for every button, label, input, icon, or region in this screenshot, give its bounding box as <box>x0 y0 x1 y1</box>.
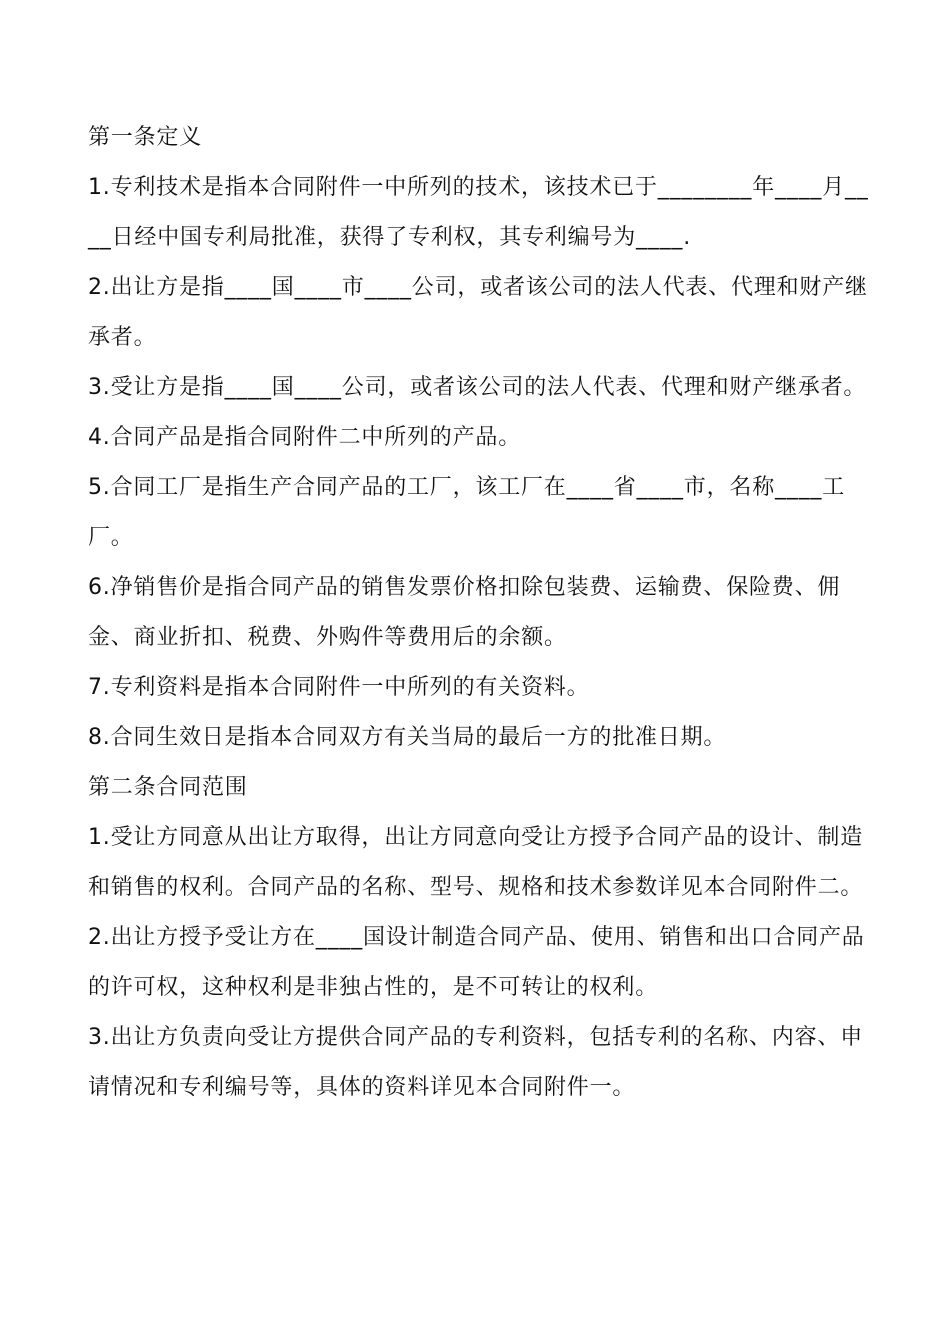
definition-item-3: 3.受让方是指____国____公司，或者该公司的法人代表、代理和财产继承者。 <box>88 375 867 400</box>
definition-item-5: 5.合同工厂是指生产合同产品的工厂，该工厂在____省____市，名称____工厂。 <box>88 475 845 550</box>
section-heading-scope: 第二条合同范围 <box>88 775 248 800</box>
document-body <box>88 113 878 1113</box>
definition-item-4: 4.合同产品是指合同附件二中所列的产品。 <box>88 425 521 450</box>
section-heading-definitions: 第一条定义 <box>88 125 203 150</box>
scope-item-2: 2.出让方授予受让方在____国设计制造合同产品、使用、销售和出口合同产品的许可权，这种权利是非独占性的，是不可转让的权利。 <box>88 925 865 1000</box>
scope-item-1: 1.受让方同意从出让方取得，出让方同意向受让方授予合同产品的设计、制造和销售的权利。合同产品的名称、型号、规格和技术参数详见本合同附件二。 <box>88 825 864 900</box>
definition-item-1: 1.专利技术是指本合同附件一中所列的技术，该技术已于________年____月____日经中国专利局批准，获得了专利权，其专利编号为____. <box>88 175 869 250</box>
definition-item-2: 2.出让方是指____国____市____公司，或者该公司的法人代表、代理和财产继承者。 <box>88 275 868 350</box>
definition-item-8: 8.合同生效日是指本合同双方有关当局的最后一方的批准日期。 <box>88 725 727 750</box>
scope-item-3: 3.出让方负责向受让方提供合同产品的专利资料，包括专利的名称、内容、申请情况和专利编号等，具体的资料详见本合同附件一。 <box>88 1025 863 1100</box>
definition-item-7: 7.专利资料是指本合同附件一中所列的有关资料。 <box>88 675 590 700</box>
definition-item-6: 6.净销售价是指合同产品的销售发票价格扣除包装费、运输费、保险费、佣金、商业折扣、税费、外购件等费用后的余额。 <box>88 575 841 650</box>
